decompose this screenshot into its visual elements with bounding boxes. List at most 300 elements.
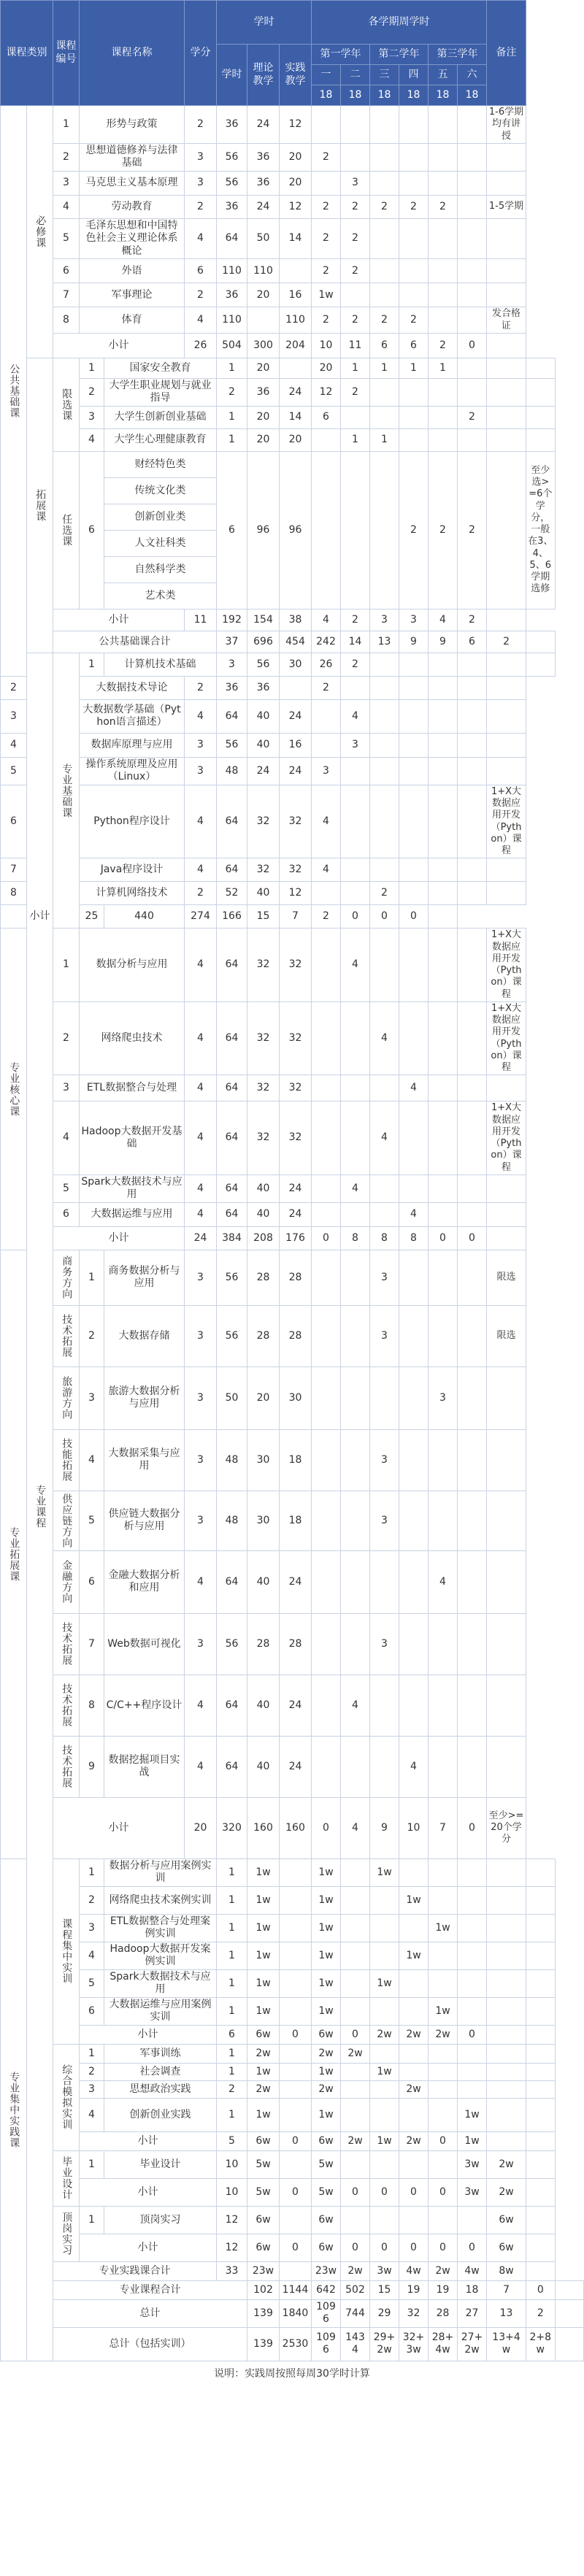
cell-theory: 32 — [247, 928, 280, 1002]
cell-theory — [280, 1858, 312, 1886]
cell-subtotal-label: 总计 — [53, 2299, 247, 2327]
header-year2: 第二学年 — [370, 45, 429, 65]
cell-t4 — [429, 1886, 458, 1914]
category-graduation: 毕业设计 — [53, 2150, 80, 2206]
cell-t2 — [370, 1886, 399, 1914]
cell-t3 — [370, 1550, 399, 1613]
cell-t2: 4 — [341, 1675, 370, 1736]
cell-t3 — [370, 928, 399, 1002]
cell-credit: 139 — [247, 2327, 280, 2361]
cell-note — [487, 1550, 526, 1613]
cell-credit: 10 — [217, 2178, 247, 2206]
cell-credit: 3 — [185, 1429, 217, 1491]
cell-no: 2 — [80, 2063, 104, 2080]
cell-t6 — [458, 1202, 487, 1226]
cell-t6: 2w — [487, 2178, 526, 2206]
cell-note — [526, 2206, 555, 2234]
cell-course-name: 国家安全教育 — [104, 358, 217, 378]
cell-t2 — [341, 1305, 370, 1366]
cell-practice: 20 — [312, 358, 341, 378]
cell-note — [487, 1202, 526, 1226]
cell-t1 — [341, 1858, 370, 1886]
cell-t5: 3w — [458, 2150, 487, 2178]
cell-t6 — [458, 1075, 487, 1101]
cell-note — [487, 699, 526, 733]
cell-note — [526, 2063, 555, 2080]
cell-t4: 1w — [429, 1997, 458, 2025]
direction-label: 供应链方向 — [53, 1491, 80, 1550]
cell-credit: 1 — [217, 1914, 247, 1942]
cell-credit: 4 — [185, 1550, 217, 1613]
cell-credit: 1 — [217, 406, 247, 428]
cell-t4 — [399, 1613, 429, 1675]
cell-t5: 0 — [458, 2025, 487, 2044]
table-row — [1, 733, 584, 757]
cell-t5 — [458, 1969, 487, 1997]
cell-course-name: 计算机技术基础 — [104, 653, 217, 676]
cell-theory — [280, 1969, 312, 1997]
cell-t5 — [429, 283, 458, 307]
cell-t2 — [370, 406, 399, 428]
cell-t1 — [312, 106, 341, 144]
cell-t2: 1w — [370, 2063, 399, 2080]
cell-t1 — [312, 1250, 341, 1305]
cell-practice — [312, 428, 341, 451]
cell-t4 — [399, 1491, 429, 1550]
header-credit: 学分 — [185, 1, 217, 106]
cell-t4 — [399, 757, 429, 785]
table-row — [1, 1075, 584, 1101]
header-term: 一 — [312, 65, 341, 85]
cell-subtotal-label: 公共基础课合计 — [53, 631, 217, 653]
cell-t5 — [429, 1075, 458, 1101]
cell-no: 1 — [80, 2150, 104, 2178]
cell-t4: 9 — [429, 631, 458, 653]
cell-total: 1w — [247, 1886, 280, 1914]
cell-total: 2530 — [280, 2327, 312, 2361]
cell-total: 48 — [217, 1429, 247, 1491]
table-row — [1, 333, 584, 358]
cell-t5: 13 — [487, 2299, 526, 2327]
cell-t1 — [312, 1202, 341, 1226]
table-row — [1, 2234, 584, 2261]
cell-t2 — [341, 676, 370, 699]
cell-no: 4 — [53, 195, 80, 218]
cell-theory: 24 — [280, 378, 312, 406]
cell-credit: 5 — [217, 2131, 247, 2150]
cell-total: 110 — [217, 259, 247, 283]
cell-t4 — [399, 171, 429, 195]
cell-t2: 19 — [399, 2280, 429, 2299]
table-row — [1, 1914, 584, 1942]
cell-theory: 110 — [247, 259, 280, 283]
cell-practice: 23w — [312, 2261, 341, 2280]
cell-t3: 3 — [370, 1491, 399, 1550]
cell-t3 — [399, 2044, 429, 2063]
cell-t5 — [429, 858, 458, 882]
cell-t1: 2 — [312, 259, 341, 283]
cell-t4: 2w — [429, 2025, 458, 2044]
cell-total: 5w — [247, 2178, 280, 2206]
cell-t6 — [458, 1613, 487, 1675]
cell-course-name: 大学生心理健康教育 — [104, 428, 217, 451]
cell-t5 — [458, 428, 487, 451]
cell-practice: 1w — [312, 1997, 341, 2025]
cell-practice: 1w — [312, 2063, 341, 2080]
cell-t5: 4 — [429, 609, 458, 631]
cell-t1: 2 — [312, 218, 341, 259]
cell-credit: 3 — [185, 1613, 217, 1675]
cell-total: 1w — [247, 1858, 280, 1886]
cell-t6 — [487, 1969, 526, 1997]
cell-t6 — [458, 785, 487, 858]
table-row — [1, 2080, 584, 2098]
cell-practice: 32 — [280, 1001, 312, 1075]
cell-t6 — [458, 858, 487, 882]
cell-total: 36 — [247, 378, 280, 406]
cell-t5: 1w — [458, 2098, 487, 2131]
cell-total: 1w — [247, 1997, 280, 2025]
cell-t1 — [312, 1491, 341, 1550]
cell-theory — [280, 358, 312, 378]
cell-no: 5 — [80, 1969, 104, 1997]
cell-theory: 20 — [247, 283, 280, 307]
cell-note — [526, 2025, 555, 2044]
cell-t5 — [429, 757, 458, 785]
cell-t3 — [399, 2098, 429, 2131]
cell-credit: 1 — [217, 428, 247, 451]
cell-subtotal-label: 小计 — [53, 1797, 185, 1858]
cell-theory — [280, 2080, 312, 2098]
cell-t6 — [458, 699, 487, 733]
cell-no: 4 — [80, 2098, 104, 2131]
cell-total: 64 — [217, 1075, 247, 1101]
cell-t2 — [341, 882, 370, 905]
cell-t3: 2w — [399, 2080, 429, 2098]
cell-t3 — [399, 1914, 429, 1942]
table-row — [1, 1550, 584, 1613]
cell-subtotal-label: 小计 — [80, 2025, 217, 2044]
cell-theory — [280, 1942, 312, 1969]
header-weeks: 18 — [458, 85, 487, 106]
cell-total: 23w — [247, 2261, 280, 2280]
cell-subtotal-label: 小计 — [80, 2234, 217, 2261]
category-expand: 拓展课 — [27, 358, 53, 653]
cell-credit: 4 — [185, 699, 217, 733]
cell-t4: 2w — [429, 2261, 458, 2280]
cell-t4 — [399, 1174, 429, 1202]
cell-t4 — [399, 1001, 429, 1075]
cell-practice: 5w — [312, 2178, 341, 2206]
cell-no: 7 — [1, 858, 27, 882]
cell-t4 — [399, 143, 429, 171]
cell-practice: 1w — [312, 1886, 341, 1914]
cell-t3 — [399, 406, 429, 428]
cell-t2 — [341, 858, 370, 882]
header-hours-practice: 实践教学 — [280, 45, 312, 106]
cell-t5 — [429, 1174, 458, 1202]
cell-t1 — [312, 699, 341, 733]
cell-t3: 19 — [429, 2280, 458, 2299]
cell-practice: 502 — [341, 2280, 370, 2299]
cell-t6 — [458, 1491, 487, 1550]
cell-total: 48 — [217, 1491, 247, 1550]
cell-theory: 28 — [247, 1613, 280, 1675]
cell-t4 — [399, 858, 429, 882]
cell-t4: 2 — [399, 195, 429, 218]
cell-t2: 11 — [341, 333, 370, 358]
cell-t2 — [341, 1550, 370, 1613]
cell-t5: 7 — [487, 2280, 526, 2299]
cell-note — [526, 2098, 555, 2131]
cell-t1: 2w — [341, 2044, 370, 2063]
cell-t6 — [487, 1886, 526, 1914]
direction-label: 金融方向 — [53, 1550, 80, 1613]
cell-t1: 10 — [312, 333, 341, 358]
cell-t4: 0 — [341, 905, 370, 928]
cell-credit: 3 — [185, 171, 217, 195]
table-row — [1, 699, 584, 733]
cell-no: 9 — [80, 1736, 104, 1797]
cell-t1: 4 — [312, 858, 341, 882]
cell-t3: 28+4w — [429, 2327, 458, 2361]
cell-total: 64 — [217, 785, 247, 858]
cell-t5 — [458, 1942, 487, 1969]
header-year1: 第一学年 — [312, 45, 370, 65]
cell-note — [487, 757, 526, 785]
cell-no: 6 — [53, 259, 80, 283]
cell-t4: 0 — [429, 2234, 458, 2261]
cell-t3 — [370, 1675, 399, 1736]
cell-note — [487, 1491, 526, 1550]
cell-subtotal-label: 总计（包括实训） — [53, 2327, 247, 2361]
cell-t6 — [487, 2080, 526, 2098]
cell-no: 3 — [80, 406, 104, 428]
cell-t1: 0 — [341, 2234, 370, 2261]
cell-t3 — [370, 171, 399, 195]
cell-t2 — [370, 653, 399, 676]
cell-t1 — [341, 1914, 370, 1942]
cell-credit: 20 — [185, 1797, 217, 1858]
cell-t2 — [370, 2080, 399, 2098]
cell-t3 — [399, 1997, 429, 2025]
cell-total: 64 — [217, 218, 247, 259]
cell-total: 56 — [217, 143, 247, 171]
cell-t3: 4 — [370, 1101, 399, 1175]
cell-practice: 160 — [280, 1797, 312, 1858]
cell-t1 — [312, 1613, 341, 1675]
cell-no: 4 — [80, 428, 104, 451]
cell-practice: 2w — [312, 2044, 341, 2063]
direction-label: 技术拓展 — [53, 1675, 80, 1736]
cell-credit: 4 — [185, 218, 217, 259]
header-weeks: 18 — [370, 85, 399, 106]
cell-t6 — [458, 143, 487, 171]
cell-credit: 12 — [217, 2234, 247, 2261]
cell-course-name: 旅游大数据分析与应用 — [104, 1366, 185, 1429]
cell-t5 — [458, 2063, 487, 2080]
cell-t3: 2 — [370, 882, 399, 905]
cell-theory: 154 — [247, 609, 280, 631]
cell-t6: 6w — [487, 2206, 526, 2234]
cell-theory: 30 — [280, 653, 312, 676]
cell-practice: 20 — [280, 143, 312, 171]
cell-course-name: Web数据可视化 — [104, 1613, 185, 1675]
cell-t4: 1w — [429, 1914, 458, 1942]
cell-credit: 6 — [217, 451, 247, 609]
cell-t2 — [341, 757, 370, 785]
cell-credit: 4 — [185, 785, 217, 858]
cell-course-name: 艺术类 — [104, 583, 217, 609]
cell-total: 6w — [247, 2025, 280, 2044]
cell-t3 — [399, 2063, 429, 2080]
cell-t3: 1w — [399, 1942, 429, 1969]
cell-subtotal-label: 小计 — [53, 1226, 185, 1250]
cell-t3 — [370, 283, 399, 307]
cell-t1 — [312, 1174, 341, 1202]
table-row — [1, 406, 584, 428]
cell-t5 — [458, 1997, 487, 2025]
cell-total: 1w — [247, 2098, 280, 2131]
cell-total: 56 — [217, 171, 247, 195]
header-category: 课程类别 — [1, 1, 53, 106]
cell-t4 — [399, 1429, 429, 1491]
cell-t3: 2 — [370, 307, 399, 334]
cell-note — [526, 2150, 555, 2178]
cell-no: 2 — [80, 1305, 104, 1366]
cell-t1: 2 — [312, 143, 341, 171]
cell-t5 — [458, 2206, 487, 2234]
cell-t6: 2+8w — [526, 2327, 555, 2361]
cell-t2: 13 — [370, 631, 399, 653]
table-row — [1, 1997, 584, 2025]
cell-t6 — [487, 2044, 526, 2063]
cell-t4 — [399, 1550, 429, 1613]
cell-note — [487, 676, 526, 699]
cell-t6 — [487, 1942, 526, 1969]
cell-practice: 12 — [280, 195, 312, 218]
cell-total: 36 — [217, 283, 247, 307]
cell-theory: 0 — [280, 2234, 312, 2261]
cell-t5: 13+4w — [487, 2327, 526, 2361]
cell-t3 — [399, 1858, 429, 1886]
cell-t2 — [341, 1202, 370, 1226]
cell-t4: 4 — [399, 1202, 429, 1226]
cell-t3: 0 — [399, 2234, 429, 2261]
cell-credit: 4 — [185, 1202, 217, 1226]
cell-theory: 28 — [247, 1305, 280, 1366]
cell-theory: 454 — [280, 631, 312, 653]
table-row — [1, 307, 584, 334]
cell-t1: 29+2w — [370, 2327, 399, 2361]
cell-t6: 6w — [487, 2234, 526, 2261]
table-row — [1, 171, 584, 195]
cell-practice — [280, 259, 312, 283]
cell-t5 — [429, 882, 458, 905]
cell-t4 — [399, 259, 429, 283]
cell-t1 — [341, 1886, 370, 1914]
cell-total: 5w — [247, 2150, 280, 2178]
cell-total: 6w — [247, 2206, 280, 2234]
cell-t2: 1 — [370, 358, 399, 378]
cell-note: 1+X大数据应用开发（Python）课程 — [487, 1101, 526, 1175]
cell-note: 限选 — [487, 1305, 526, 1366]
cell-no: 5 — [1, 757, 27, 785]
cell-credit: 26 — [185, 333, 217, 358]
cell-course-name: 毕业设计 — [104, 2150, 217, 2178]
cell-theory — [280, 2206, 312, 2234]
cell-total: 6w — [247, 2131, 280, 2150]
direction-label: 技术拓展 — [53, 1305, 80, 1366]
cell-credit: 3 — [185, 733, 217, 757]
cell-t2 — [370, 2098, 399, 2131]
cell-t2: 1w — [370, 2131, 399, 2150]
cell-total: 1w — [247, 1914, 280, 1942]
cell-note — [526, 378, 555, 406]
cell-course-name: 计算机网络技术 — [80, 882, 185, 905]
cell-course-name: 马克思主义基本原理 — [80, 171, 185, 195]
cell-practice: 38 — [280, 609, 312, 631]
cell-total: 192 — [217, 609, 247, 631]
cell-t1 — [341, 2080, 370, 2098]
cell-t4 — [399, 928, 429, 1002]
cell-note — [555, 2299, 583, 2327]
cell-total: 64 — [217, 1550, 247, 1613]
cell-t4 — [429, 1969, 458, 1997]
cell-t5 — [429, 1202, 458, 1226]
cell-t3 — [370, 1075, 399, 1101]
cell-practice: 24 — [280, 1174, 312, 1202]
cell-t1 — [312, 1429, 341, 1491]
cell-t1: 15 — [370, 2280, 399, 2299]
table-row — [1, 2098, 584, 2131]
cell-no: 2 — [53, 1001, 80, 1075]
cell-note — [526, 1858, 555, 1886]
cell-t2 — [341, 785, 370, 858]
table-row — [1, 676, 584, 699]
cell-t4: 2 — [429, 451, 458, 609]
cell-t3 — [399, 428, 429, 451]
cell-t2 — [370, 2206, 399, 2234]
cell-t5: 1w — [458, 2131, 487, 2150]
cell-course-name: 自然科学类 — [104, 556, 217, 583]
cell-t2 — [341, 106, 370, 144]
cell-no: 4 — [1, 733, 27, 757]
cell-t6: 0 — [458, 333, 487, 358]
cell-total: 20 — [247, 358, 280, 378]
cell-t6 — [487, 2131, 526, 2150]
header-term: 五 — [429, 65, 458, 85]
cell-total: 36 — [217, 676, 247, 699]
cell-credit: 1 — [217, 1942, 247, 1969]
cell-no: 8 — [80, 1675, 104, 1736]
cell-t5 — [429, 928, 458, 1002]
cell-practice: 24 — [280, 757, 312, 785]
cell-t2: 0 — [370, 2178, 399, 2206]
cell-total: 64 — [217, 1174, 247, 1202]
cell-practice: 176 — [280, 1226, 312, 1250]
cell-note — [487, 171, 526, 195]
table-row — [1, 1001, 584, 1075]
cell-t4: 3 — [399, 609, 429, 631]
cell-t6: 2 — [458, 609, 487, 631]
cell-no: 6 — [80, 1997, 104, 2025]
cell-t4 — [429, 2063, 458, 2080]
cell-total: 48 — [217, 757, 247, 785]
cell-no: 6 — [53, 1202, 80, 1226]
cell-no: 1 — [80, 1858, 104, 1886]
cell-total: 1w — [247, 1942, 280, 1969]
